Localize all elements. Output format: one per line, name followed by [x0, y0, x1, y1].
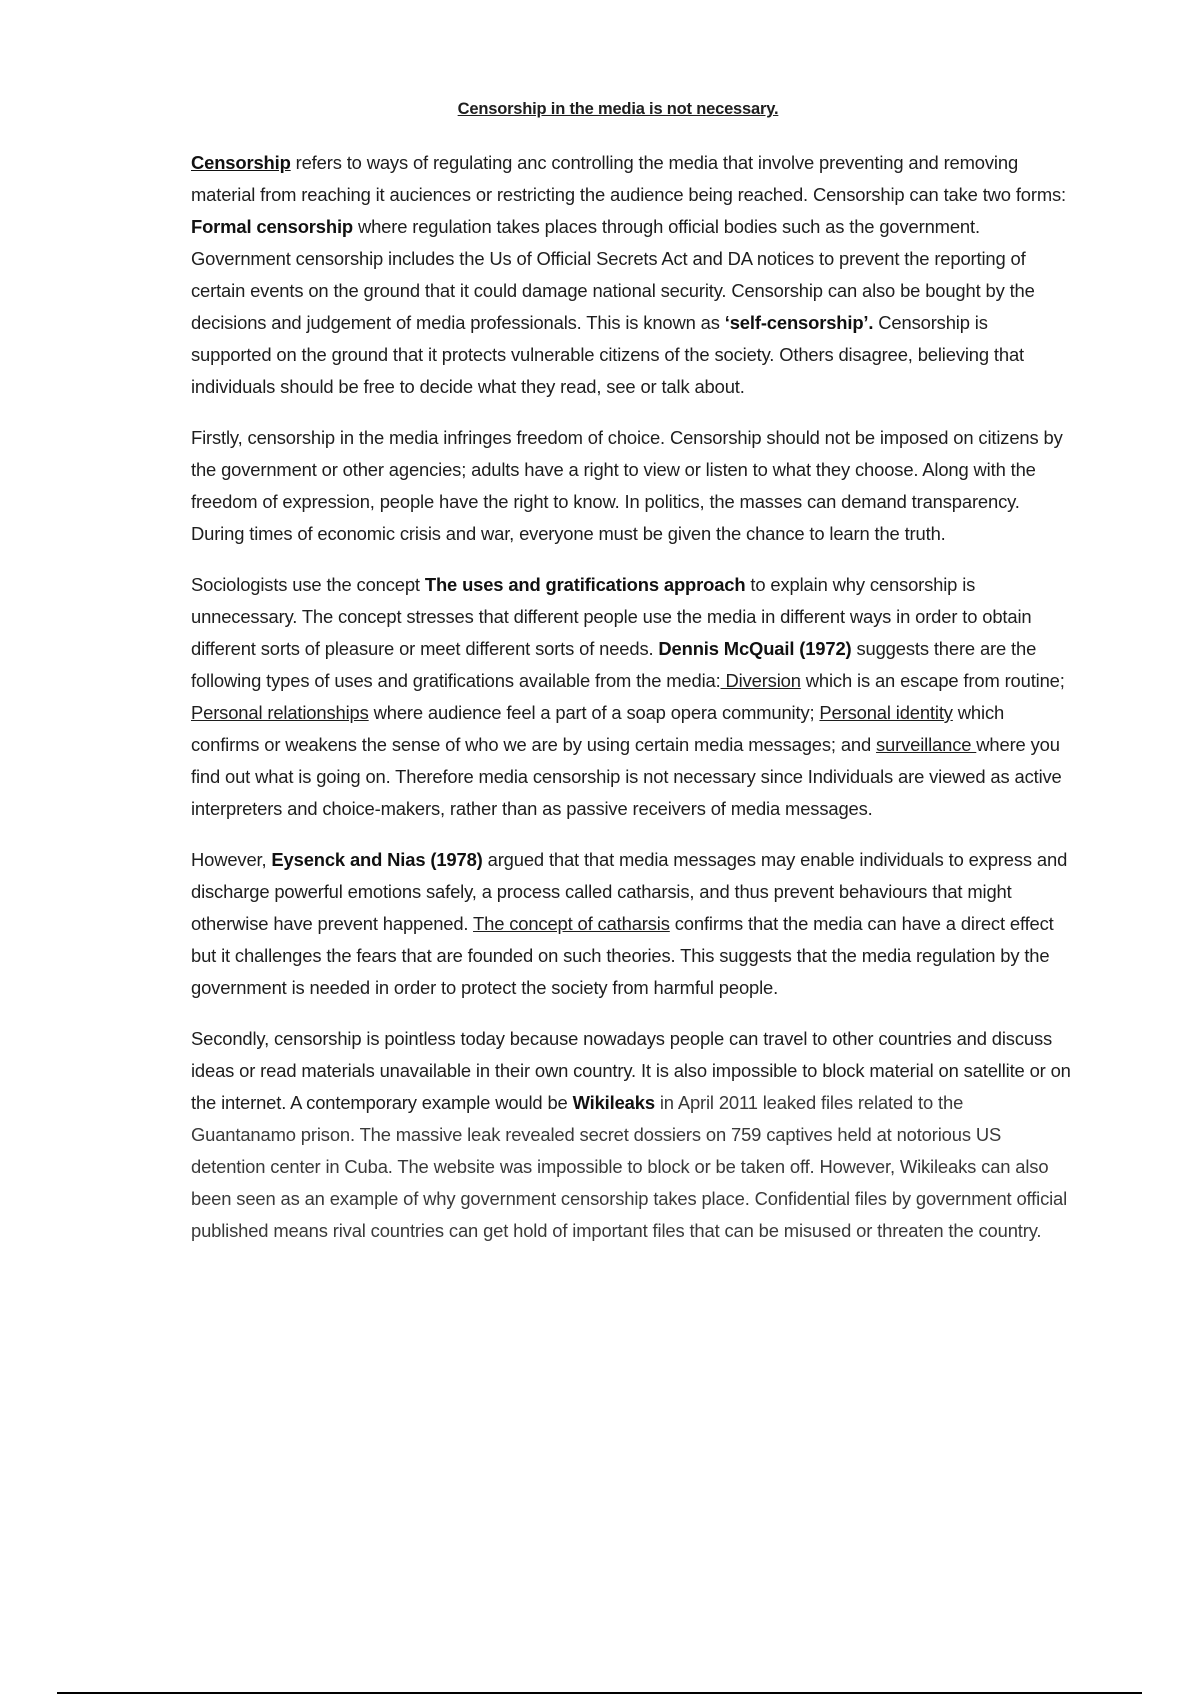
document-title: Censorship in the media is not necessary. [457, 100, 779, 118]
p3-text-7: where you find out what is going on. Therefore media censorship is not necessary since Individuals are viewed as active interpreters and choice-makers, rather than as passive receivers of media messages. [191, 734, 1062, 819]
term-catharsis: The concept of catharsis [473, 913, 670, 934]
p4-text-2: argued that that media messages may enable individuals to express and discharge powerful emotions safely, a process called catharsis, and thus prevent behaviours that might otherwise have prevent happened. [191, 849, 1068, 934]
p3-text-6: which confirms or weakens the sense of who we are by using certain media messages; and [191, 702, 1005, 755]
term-wikileaks: Wikileaks [572, 1092, 655, 1113]
term-surveillance: surveillance [876, 734, 977, 755]
p3-text-3: suggests there are the following types of uses and gratifications available from the media: [191, 638, 1037, 691]
p5-text-2: in April 2011 leaked files related to the Guantanamo prison. The massive leak revealed secret dossiers on 759 captives held at notorious US detention center in Cuba. The website was impossible to block or be taken off. However, Wikileaks can also been seen as an example of why government censorship takes place. Confidential files by government official published means rival countries can get hold of important files that can be misused or threaten the country. [191, 1092, 1068, 1241]
paragraph-freedom-of-choice: Firstly, censorship in the media infringes freedom of choice. Censorship should not be imposed on citizens by the government or other agencies; adults have a right to view or listen to what they choose. Along with the freedom of expression, people have the right to know. In politics, the masses can demand transparency. During times of economic crisis and war, everyone must be given the chance to learn the truth. [191, 427, 1063, 544]
term-diversion: Diversion [720, 670, 801, 691]
footer-divider [57, 1692, 1142, 1694]
term-self-censorship: ‘self-censorship’. [724, 312, 874, 333]
term-personal-identity: Personal identity [819, 702, 953, 723]
p4-text-1: However, [191, 849, 272, 870]
p4-text-3: confirms that the media can have a direct effect but it challenges the fears that are founded on such theories. This suggests that the media regulation by the government is needed in order to protect the society from harmful people. [191, 913, 1054, 998]
p1-text-2: where regulation takes places through official bodies such as the government. Government censorship includes the Us of Official Secrets Act and DA notices to prevent the reporting of certain events on the ground that it could damage national security. Censorship can also be bought by the decisions and judgement of media professionals. This is known as [191, 216, 1035, 333]
paragraph-definition [191, 147, 1071, 403]
paragraph-catharsis [191, 844, 1071, 1004]
p3-text-4: which is an escape from routine; [800, 670, 1065, 691]
ref-mcquail: Dennis McQuail (1972) [658, 638, 852, 659]
ref-eysenck-nias: Eysenck and Nias (1978) [271, 849, 483, 870]
p3-text-2: to explain why censorship is unnecessary. The concept stresses that different people use the media in different ways in order to obtain different sorts of pleasure or meet different sorts of needs. [191, 574, 1032, 659]
paragraph-wikileaks [191, 1023, 1071, 1247]
term-censorship: Censorship [191, 152, 291, 173]
document-body [191, 147, 1071, 1266]
p5-text-1: Secondly, censorship is pointless today because nowadays people can travel to other countries and discuss ideas or read materials unavailable in their own country. It is also impossible to block material on satellite or on the internet. A contemporary example would be [191, 1028, 1071, 1113]
p3-text-1: Sociologists use the concept [191, 574, 425, 595]
term-formal-censorship: Formal censorship [191, 216, 353, 237]
p3-text-5: where audience feel a part of a soap opera community; [368, 702, 820, 723]
p1-text-1: refers to ways of regulating anc controlling the media that involve preventing and removing material from reaching it auciences or restricting the audience being reached. Censorship can take two forms: [191, 152, 1067, 205]
p1-text-3: Censorship is supported on the ground that it protects vulnerable citizens of the society. Others disagree, believing that individuals should be free to decide what they read, see or talk about. [191, 312, 1024, 397]
term-uses-gratifications: The uses and gratifications approach [424, 574, 746, 595]
paragraph-uses-gratifications [191, 569, 1071, 825]
term-personal-relationships: Personal relationships [191, 702, 369, 723]
